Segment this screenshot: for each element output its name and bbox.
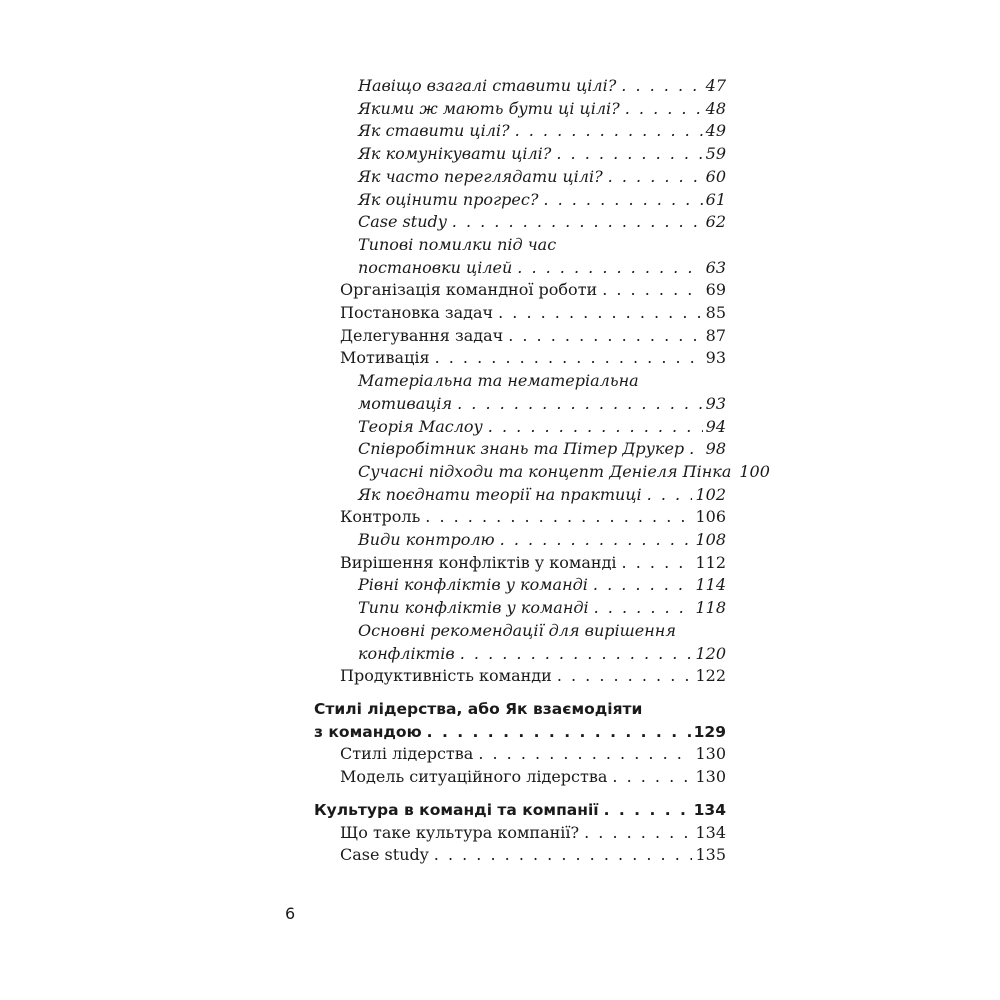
toc-entry xyxy=(314,844,726,867)
toc-entry xyxy=(314,75,726,98)
dot-leader xyxy=(460,643,693,666)
toc-entry-title: Рівні конфліктів у команді xyxy=(358,575,588,595)
toc-entry xyxy=(314,347,726,370)
toc-entry xyxy=(314,189,726,212)
dot-leader xyxy=(498,302,703,325)
dot-leader xyxy=(435,347,703,370)
toc-entry-title: мотивація xyxy=(358,393,453,413)
toc-entry-page: 108 xyxy=(695,530,726,550)
toc-entry-title: конфліктів xyxy=(358,643,455,663)
toc-entry-page: 62 xyxy=(705,212,726,232)
toc-entry-row xyxy=(358,211,726,234)
toc-entry-row xyxy=(340,302,726,325)
dot-leader xyxy=(556,143,702,166)
toc-entry xyxy=(314,529,726,552)
toc-entry-row xyxy=(358,166,726,189)
toc-entry-row xyxy=(358,189,726,212)
toc-entry-page: 120 xyxy=(695,643,726,663)
toc-entry xyxy=(314,166,726,189)
toc-entry-row xyxy=(358,257,726,280)
toc-entry-page: 47 xyxy=(705,76,726,95)
toc-entry-page: 102 xyxy=(695,484,726,504)
toc-entry xyxy=(314,743,726,766)
page-number: 6 xyxy=(285,904,296,923)
toc-entry-title: Співробітник знань та Пітер Друкер xyxy=(358,439,685,459)
toc-entry-page: 60 xyxy=(705,166,726,186)
toc-entry xyxy=(314,370,726,415)
toc-entry-row xyxy=(340,552,726,575)
dot-leader xyxy=(584,822,692,845)
toc-entry-title: Постановка задач xyxy=(340,303,494,323)
toc-entry-title: Як комунікувати цілі? xyxy=(358,144,552,164)
toc-entry-title: Модель ситуаційного лідерства xyxy=(340,767,608,787)
toc-entry-row xyxy=(358,643,726,666)
toc-entry-page: 130 xyxy=(695,767,726,787)
toc-entry xyxy=(314,211,726,234)
toc-entry xyxy=(314,698,726,743)
toc-entry-row xyxy=(358,438,726,461)
dot-leader xyxy=(427,721,691,744)
toc-entry-row xyxy=(358,461,770,484)
toc-entry-title-line1: Стилі лідерства, або Як взаємодіяти xyxy=(314,699,643,718)
toc-entry-page: 93 xyxy=(705,393,726,413)
toc-entry-title: Як оцінити прогрес? xyxy=(358,189,539,209)
toc-entry-page: 61 xyxy=(705,189,726,209)
toc-entry xyxy=(314,766,726,789)
toc-entry-page: 69 xyxy=(705,280,726,300)
dot-leader xyxy=(457,393,703,416)
toc-entry-page: 106 xyxy=(695,507,726,527)
toc-entry xyxy=(314,461,770,484)
toc-entry-title: Як поєднати теорії на практиці xyxy=(358,484,642,504)
toc-entry-title: з командою xyxy=(314,722,422,741)
dot-leader xyxy=(478,743,692,766)
toc-entry-title: Вирішення конфліктів у команді xyxy=(340,552,617,572)
dot-leader xyxy=(517,257,702,280)
toc-entry-title: Мотивація xyxy=(340,348,430,368)
dot-leader xyxy=(689,438,702,461)
dot-leader xyxy=(621,75,702,98)
toc-entry-page: 129 xyxy=(693,722,726,741)
toc-entry-row xyxy=(358,75,726,98)
dot-leader xyxy=(452,211,703,234)
toc-entry-row xyxy=(340,665,726,688)
toc-entry-title: Сучасні підходи та концепт Деніеля Пінка xyxy=(358,461,732,481)
toc-entry xyxy=(314,234,726,279)
toc-entry xyxy=(314,302,726,325)
toc-entry xyxy=(314,506,726,529)
dot-leader xyxy=(593,574,693,597)
toc-entry xyxy=(314,597,726,620)
toc-entry-title-line1: Типові помилки під час xyxy=(358,234,557,254)
toc-entry-page: 63 xyxy=(705,257,726,277)
toc-entry-title: Як ставити цілі? xyxy=(358,121,510,141)
dot-leader xyxy=(612,766,692,789)
toc-entry xyxy=(314,416,726,439)
toc-entry-title: Як часто переглядати цілі? xyxy=(358,166,603,186)
toc-entry-row xyxy=(340,347,726,370)
toc-entry-title: Делегування задач xyxy=(340,325,504,345)
toc-entry-page: 93 xyxy=(705,348,726,368)
toc-entry-title: Типи конфліктів у команді xyxy=(358,598,589,618)
toc-entry xyxy=(314,120,726,143)
toc-entry-page: 118 xyxy=(695,598,726,618)
toc-entry xyxy=(314,325,726,348)
toc-entry-title: Case study xyxy=(340,845,429,865)
dot-leader xyxy=(515,120,703,143)
dot-leader xyxy=(608,166,703,189)
toc-entry-page: 135 xyxy=(695,845,726,865)
dot-leader xyxy=(557,665,693,688)
toc-entry-title: Теорія Маслоу xyxy=(358,416,483,436)
toc-entry xyxy=(314,574,726,597)
toc-entry-title: Навіщо взагалі ставити цілі? xyxy=(358,76,617,95)
toc-entry-row xyxy=(358,120,726,143)
toc-entry-row xyxy=(340,325,726,348)
toc-entry-page: 114 xyxy=(695,575,726,595)
toc-entry-row xyxy=(358,484,726,507)
toc-entry-title: Контроль xyxy=(340,507,421,527)
toc-entry-page: 134 xyxy=(695,822,726,842)
toc-entry-page: 94 xyxy=(705,416,726,436)
toc-entry-page: 100 xyxy=(739,461,770,481)
dot-leader xyxy=(488,416,703,439)
toc-entry-title: постановки цілей xyxy=(358,257,513,277)
toc-entry-page: 98 xyxy=(705,439,726,459)
toc-entry-page: 112 xyxy=(695,552,726,572)
toc-entry xyxy=(314,279,726,302)
toc-entry-row xyxy=(358,393,726,416)
toc-entry xyxy=(314,552,726,575)
toc-entry-row xyxy=(358,143,726,166)
toc-entry-page: 122 xyxy=(695,666,726,686)
toc-entry-title: Продуктивність команди xyxy=(340,666,552,686)
toc-entry xyxy=(314,822,726,845)
toc-entry-row xyxy=(358,597,726,620)
toc-entry-row xyxy=(340,743,726,766)
toc-entry-row xyxy=(358,98,726,121)
dot-leader xyxy=(594,597,693,620)
toc-entry-title: Організація командної роботи xyxy=(340,280,598,300)
toc-entry-page: 87 xyxy=(705,325,726,345)
dot-leader xyxy=(543,189,702,212)
toc-entry xyxy=(314,799,726,822)
toc-entry-row xyxy=(314,799,726,822)
toc-entry-title-line1: Матеріальна та нематеріальна xyxy=(358,371,639,391)
toc-entry-row xyxy=(358,416,726,439)
toc-entry-row xyxy=(340,844,726,867)
toc-entry-row xyxy=(358,529,726,552)
dot-leader xyxy=(500,529,693,552)
toc-entry-page: 59 xyxy=(705,144,726,164)
toc-entry-row xyxy=(314,721,726,744)
toc-entry-page: 130 xyxy=(695,744,726,764)
dot-leader xyxy=(434,844,693,867)
toc-entry-title: Стилі лідерства xyxy=(340,744,474,764)
toc-entry xyxy=(314,143,726,166)
toc-entry-title: Case study xyxy=(358,212,447,232)
toc-entry-row xyxy=(340,822,726,845)
dot-leader xyxy=(602,279,702,302)
toc-entry-row xyxy=(340,279,726,302)
toc-entry-title: Якими ж мають бути ці цілі? xyxy=(358,98,620,118)
toc-entry xyxy=(314,620,726,665)
toc-entry xyxy=(314,484,726,507)
toc-entry-page: 134 xyxy=(693,800,726,819)
dot-leader xyxy=(625,98,703,121)
dot-leader xyxy=(622,552,693,575)
table-of-contents xyxy=(314,75,770,867)
dot-leader xyxy=(508,325,702,348)
toc-entry xyxy=(314,665,726,688)
toc-entry-page: 48 xyxy=(705,98,726,118)
toc-entry-row xyxy=(340,506,726,529)
toc-entry xyxy=(314,438,726,461)
toc-entry-row xyxy=(358,574,726,597)
toc-entry-title: Що таке культура компанії? xyxy=(340,822,580,842)
toc-entry-title: Види контролю xyxy=(358,530,495,550)
toc-entry-row xyxy=(340,766,726,789)
toc-entry-page: 49 xyxy=(705,121,726,141)
toc-entry-title-line1: Основні рекомендації для вирішення xyxy=(358,620,676,640)
dot-leader xyxy=(425,506,692,529)
dot-leader xyxy=(604,799,691,822)
dot-leader xyxy=(647,484,693,507)
toc-entry-title: Культура в команді та компанії xyxy=(314,800,599,819)
toc-entry-page: 85 xyxy=(705,303,726,323)
toc-entry xyxy=(314,98,726,121)
